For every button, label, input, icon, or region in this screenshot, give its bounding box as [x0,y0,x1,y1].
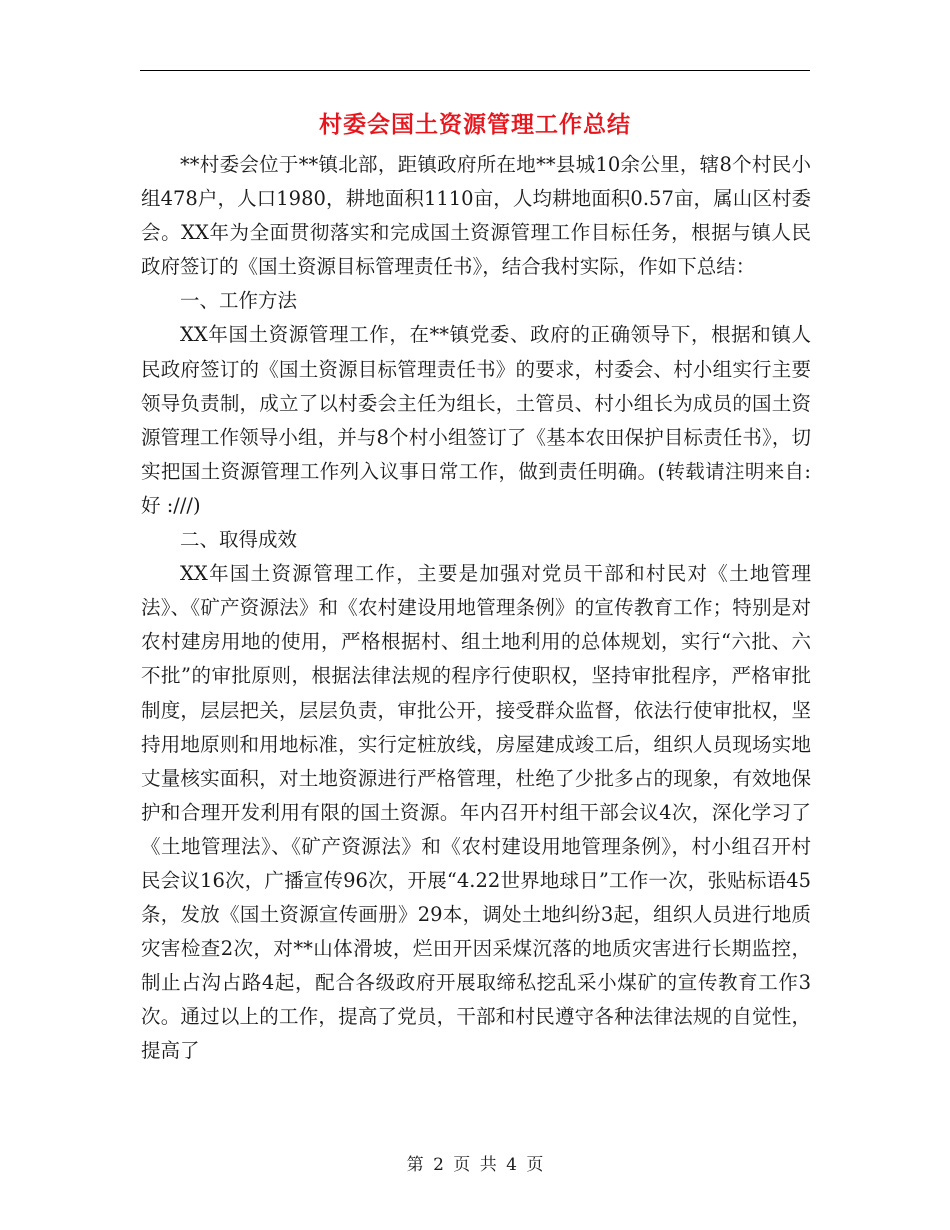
page-number-footer: 第 2 页 共 4 页 [406,1155,544,1175]
paragraph-results: XX年国土资源管理工作，主要是加强对党员干部和村民对《土地管理法》、《矿产资源法》和《农村建设用地管理条例》的宣传教育工作；特别是对农村建房用地的使用，严格根据村、组土地利用的总体规划，实行“六批、六不批”的审批原则，根据法律法规的程序行使职权，坚持审批程序，严格审批制度，层层把关，层层负责，审批公开，接受群众监督，依法行使审批权，坚持用地原则和用地标准，实行定桩放线，房屋建成竣工后，组织人员现场实地丈量核实面积，对土地资源进行严格管理，杜绝了少批多占的现象，有效地保护和合理开发利用有限的国土资源。年内召开村组干部会议4次，深化学习了《土地管理法》、《矿产资源法》和《农村建设用地管理条例》，村小组召开村民会议16次，广播宣传96次，开展“4.22世界地球日”工作一次，张贴标语45条，发放《国土资源宣传画册》29本，调处土地纠纷3起，组织人员进行地质灾害检查2次，对**山体滑坡，烂田开因采煤沉落的地质灾害进行长期监控，制止占沟占路4起，配合各级政府开展取缔私挖乱采小煤矿的宣传教育工作3次。通过以上的工作，提高了党员，干部和村民遵守各种法律法规的自觉性，提高了 [141,562,811,1063]
header-rule [140,70,810,71]
paragraph-methods: XX年国土资源管理工作，在**镇党委、政府的正确领导下，根据和镇人民政府签订的《国土资源目标管理责任书》的要求，村委会、村小组实行主要领导负责制，成立了以村委会主任为组长，土管员、村小组长为成员的国土资源管理工作领导小组，并与8个村小组签订了《基本农田保护目标责任书》，切实把国土资源管理工作列入议事日常工作，做到责任明确。(转载请注明来自:好 :///) [141,323,811,517]
document-title: 村委会国土资源管理工作总结 [319,112,631,138]
section-heading-methods: 一、工作方法 [180,289,298,313]
document-body [141,148,811,1069]
section-heading-results: 二、取得成效 [180,528,298,552]
paragraph-intro: **村委会位于**镇北部，距镇政府所在地**县城10余公里，辖8个村民小组478户，人口1980，耕地面积1110亩，人均耕地面积0.57亩，属山区村委会。XX年为全面贯彻落实和完成国土资源管理工作目标任务，根据与镇人民政府签订的《国土资源目标管理责任书》，结合我村实际，作如下总结： [141,153,811,279]
